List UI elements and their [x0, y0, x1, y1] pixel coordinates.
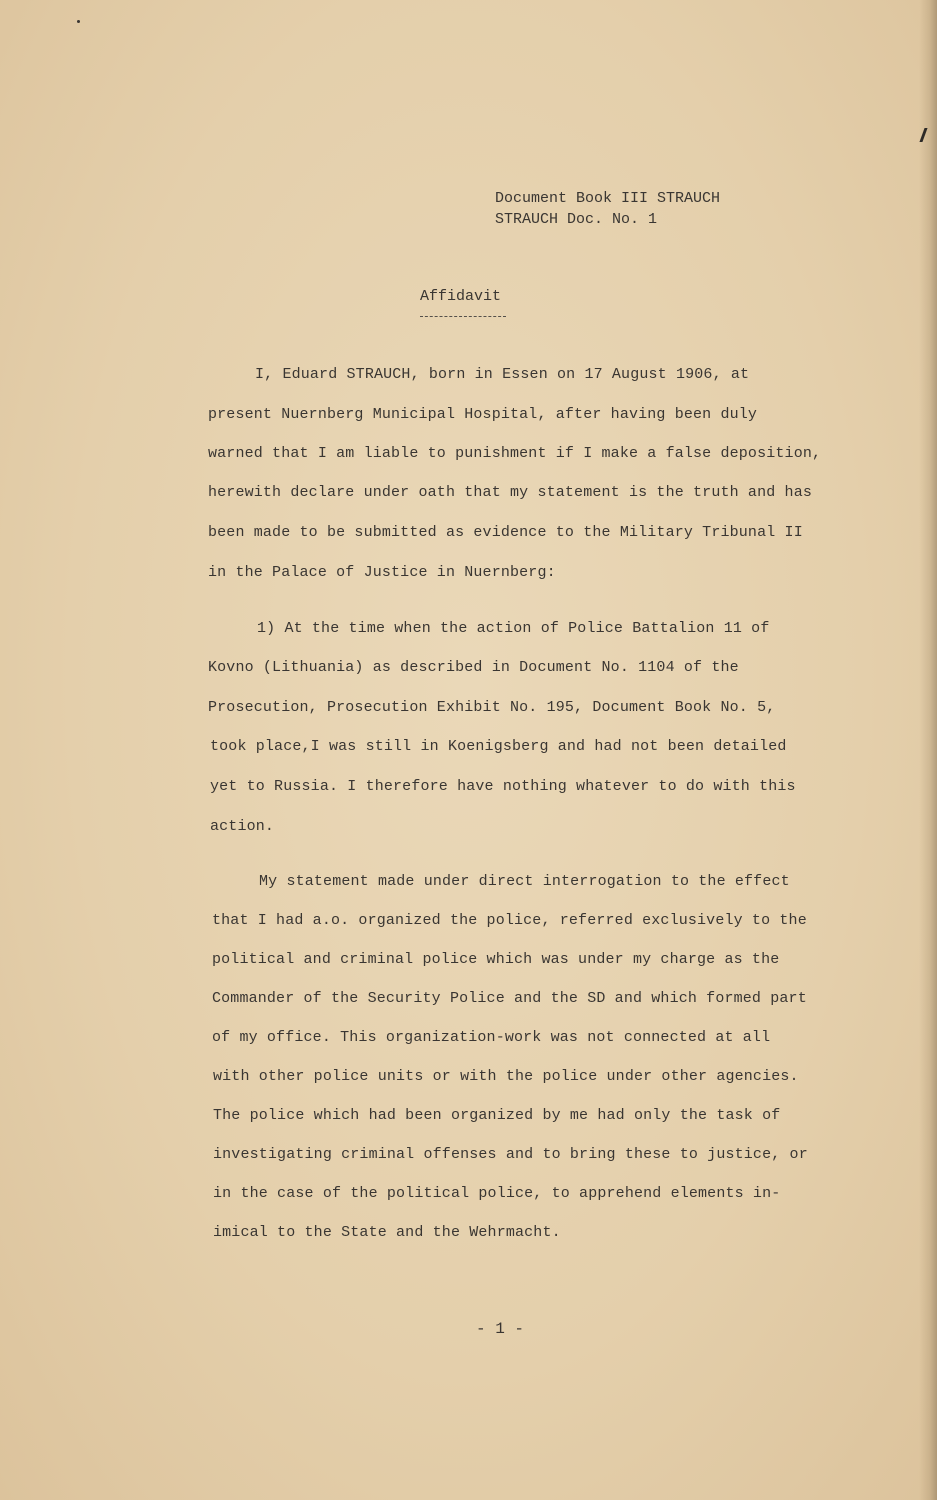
page-number: - 1 - — [476, 1320, 525, 1338]
para2-line: political and criminal police which was under my charge as the — [212, 951, 780, 968]
doc-number-line: STRAUCH Doc. No. 1 — [495, 211, 658, 228]
para2-line: Commander of the Security Police and the SD and which formed part — [212, 990, 807, 1007]
para2-line: in the case of the political police, to apprehend elements in- — [213, 1185, 781, 1202]
para2-line: of my office. This organization-work was not connected at all — [212, 1029, 771, 1046]
para2-line: The police which had been organized by me had only the task of — [213, 1107, 781, 1124]
para2-line: investigating criminal offenses and to bring these to justice, or — [213, 1146, 808, 1163]
doc-book-line: Document Book III STRAUCH — [495, 190, 721, 207]
point1-line: action. — [210, 818, 275, 835]
document-title: Affidavit — [420, 288, 502, 305]
point1-line: took place,I was still in Koenigsberg and had not been detailed — [210, 738, 787, 755]
intro-line: herewith declare under oath that my statement is the truth and has — [208, 484, 812, 501]
point1-line: Prosecution, Prosecution Exhibit No. 195, Document Book No. 5, — [208, 699, 776, 716]
document-reference — [495, 188, 720, 230]
intro-line: I, Eduard STRAUCH, born in Essen on 17 August 1906, at — [255, 366, 750, 383]
para2-line: My statement made under direct interrogation to the effect — [259, 873, 790, 890]
ink-speck — [77, 20, 80, 23]
page-edge-shadow — [919, 0, 937, 1500]
para2-line: imical to the State and the Wehrmacht. — [213, 1224, 561, 1241]
point1-line: yet to Russia. I therefore have nothing whatever to do with this — [210, 778, 796, 795]
point1-line: Kovno (Lithuania) as described in Document No. 1104 of the — [208, 659, 739, 676]
intro-line: warned that I am liable to punishment if I make a false deposition, — [208, 445, 822, 462]
point1-line: 1) At the time when the action of Police Battalion 11 of — [257, 620, 770, 637]
intro-line: been made to be submitted as evidence to the Military Tribunal II — [208, 524, 803, 541]
para2-line: with other police units or with the police under other agencies. — [213, 1068, 799, 1085]
para2-line: that I had a.o. organized the police, referred exclusively to the — [212, 912, 807, 929]
title-underline — [420, 316, 506, 317]
intro-line: in the Palace of Justice in Nuernberg: — [208, 564, 556, 581]
intro-line: present Nuernberg Municipal Hospital, after having been duly — [208, 406, 758, 423]
